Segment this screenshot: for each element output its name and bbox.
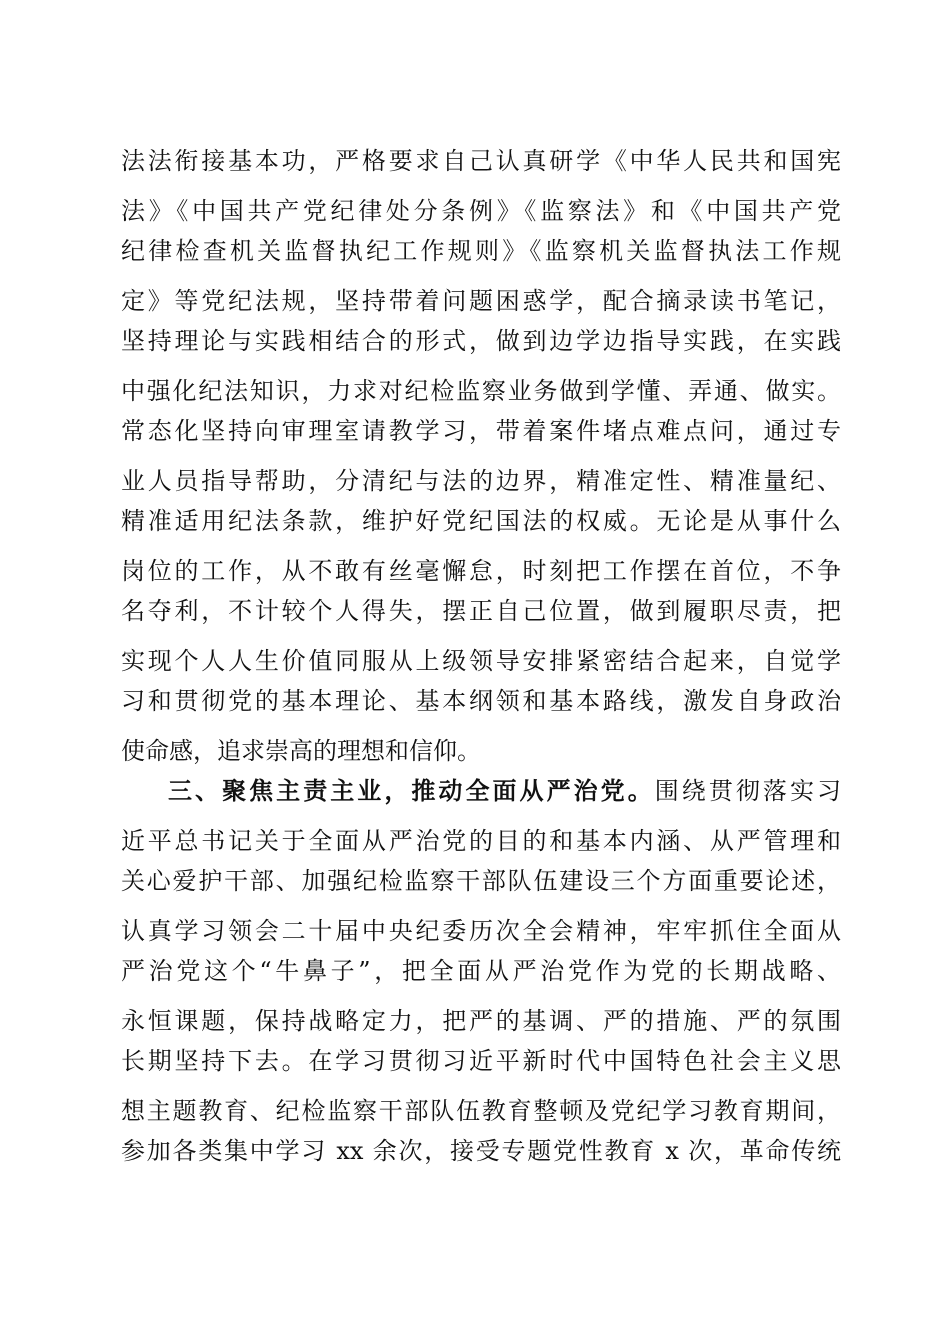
section-heading-continuation: 围绕贯彻落实习 (654, 777, 841, 805)
paragraph2-line-6: 永恒课题，保持战略定力，把严的基调、严的措施、严的氛围 (121, 1007, 841, 1035)
paragraph1-line-3: 纪律检查机关监督执纪工作规则》《监察机关监督执法工作规 (121, 237, 841, 265)
paragraph1-line-7: 常态化坚持向审理室请教学习，带着案件堵点难点问，通过专 (121, 417, 841, 445)
paragraph1-line-2: 法》《中国共产党纪律处分条例》《监察法》和《中国共产党 (121, 197, 841, 225)
section-heading: 三、聚焦主责主业，推动全面从严治党。 (168, 777, 655, 805)
paragraph2-line-1 (168, 773, 841, 809)
paragraph1-line-14: 使命感，追求崇高的理想和信仰。 (121, 737, 481, 765)
paragraph2-line-4: 认真学习领会二十届中央纪委历次全会精神，牢牢抓住全面从 (121, 917, 841, 945)
paragraph1-line-11: 名夺利，不计较个人得失，摆正自己位置，做到履职尽责，把 (121, 597, 841, 625)
paragraph1-line-13: 习和贯彻党的基本理论、基本纲领和基本路线，激发自身政治 (121, 687, 841, 715)
paragraph1-line-8: 业人员指导帮助，分清纪与法的边界，精准定性、精准量纪、 (121, 467, 841, 495)
paragraph1-line-9: 精准适用纪法条款，维护好党纪国法的权威。无论是从事什么 (121, 507, 841, 535)
paragraph1-line-10: 岗位的工作，从不敢有丝毫懈怠，时刻把工作摆在首位，不争 (121, 557, 841, 585)
paragraph1-line-6: 中强化纪法知识，力求对纪检监察业务做到学懂、弄通、做实。 (121, 377, 841, 405)
paragraph1-line-5: 坚持理论与实践相结合的形式，做到边学边指导实践，在实践 (121, 327, 841, 355)
paragraph2-line-3: 关心爱护干部、加强纪检监察干部队伍建设三个方面重要论述， (121, 867, 841, 895)
paragraph1-line-1: 法法衔接基本功，严格要求自己认真研学《中华人民共和国宪 (121, 147, 841, 175)
paragraph2-line-9: 参加各类集中学习 xx 余次，接受专题党性教育 x 次，革命传统 (121, 1137, 841, 1165)
paragraph2-line-5: 严治党这个“牛鼻子”，把全面从严治党作为党的长期战略、 (121, 957, 841, 985)
paragraph2-line-7: 长期坚持下去。在学习贯彻习近平新时代中国特色社会主义思 (121, 1047, 841, 1075)
paragraph1-line-12: 实现个人人生价值同服从上级领导安排紧密结合起来，自觉学 (121, 647, 841, 675)
paragraph2-line-2: 近平总书记关于全面从严治党的目的和基本内涵、从严管理和 (121, 827, 841, 855)
paragraph2-line-8: 想主题教育、纪检监察干部队伍教育整顿及党纪学习教育期间， (121, 1097, 841, 1125)
paragraph1-line-4: 定》等党纪法规，坚持带着问题困惑学，配合摘录读书笔记， (121, 287, 841, 315)
